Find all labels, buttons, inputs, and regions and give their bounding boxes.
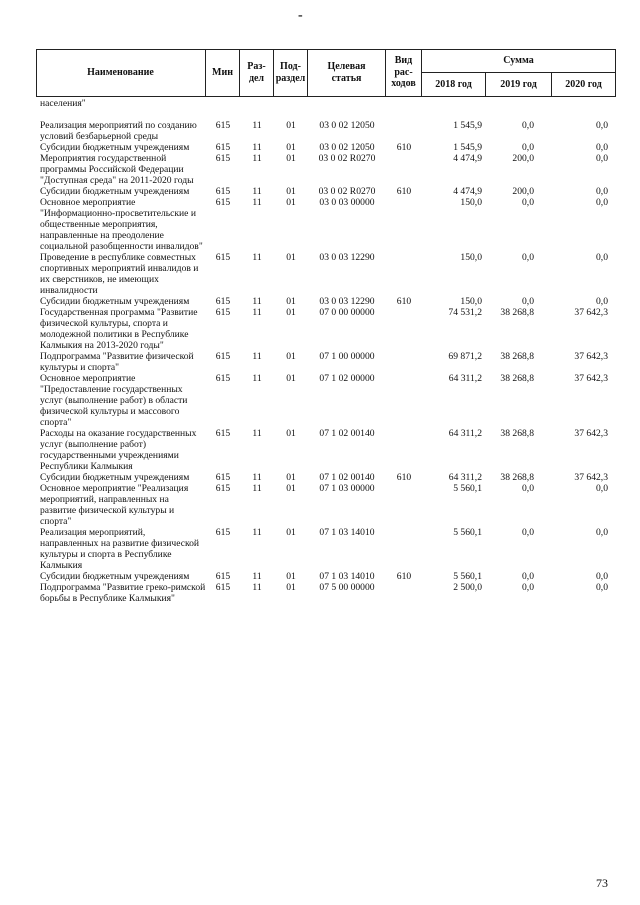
row-name: Мероприятия государственной программы Российской Федерации "Доступная среда" на 2011-2020 годы xyxy=(40,153,194,186)
row-min: 615 xyxy=(215,571,231,582)
row-celevaya-statya: 07 1 00 00000 xyxy=(319,351,375,362)
row-sum-2018: 2 500,0 xyxy=(453,582,482,593)
row-sum-2020: 0,0 xyxy=(596,120,608,131)
row-celevaya-statya: 07 1 02 00140 xyxy=(319,428,375,439)
row-sum-2020: 0,0 xyxy=(596,153,608,164)
row-sum-2020: 0,0 xyxy=(596,252,608,263)
row-podrazdel: 01 xyxy=(286,197,296,208)
row-razdel: 11 xyxy=(252,307,262,318)
row-podrazdel: 01 xyxy=(286,483,296,494)
row-min: 615 xyxy=(215,120,231,131)
row-sum-2019: 0,0 xyxy=(522,483,534,494)
row-sum-2019: 0,0 xyxy=(522,197,534,208)
row-podrazdel: 01 xyxy=(286,186,296,197)
row-celevaya-statya: 03 0 03 12290 xyxy=(319,296,375,307)
row-celevaya-statya: 07 1 03 14010 xyxy=(319,527,375,538)
row-sum-2019: 0,0 xyxy=(522,582,534,593)
row-name: Основное мероприятие "Информационно-просветительские и общественные мероприятия, направленные на преодоление социальной разобщенности инвалидов" xyxy=(40,197,203,252)
header-2018: 2018 год xyxy=(422,73,486,97)
header-razdel: Раз- дел xyxy=(240,49,274,97)
row-podrazdel: 01 xyxy=(286,307,296,318)
row-name: Реализация мероприятий, направленных на развитие физической культуры и спорта в Республике Калмыкия xyxy=(40,527,200,571)
row-sum-2019: 200,0 xyxy=(512,186,534,197)
row-vid-rashodov: 610 xyxy=(396,142,412,153)
row-sum-2020: 0,0 xyxy=(596,571,608,582)
table-row xyxy=(36,142,616,153)
row-min: 615 xyxy=(215,252,231,263)
row-celevaya-statya: 03 0 03 00000 xyxy=(319,197,375,208)
row-sum-2018: 64 311,2 xyxy=(448,472,482,483)
row-sum-2020: 0,0 xyxy=(596,142,608,153)
row-razdel: 11 xyxy=(252,252,262,263)
row-name: Расходы на оказание государственных услуг (выполнение работ) государственными учреждениями Республики Калмыкия xyxy=(40,428,197,472)
row-celevaya-statya: 07 1 02 00000 xyxy=(319,373,375,384)
row-sum-2019: 38 268,8 xyxy=(500,351,534,362)
row-sum-2018: 150,0 xyxy=(460,296,482,307)
row-sum-2018: 4 474,9 xyxy=(453,186,482,197)
row-sum-2020: 37 642,3 xyxy=(574,307,608,318)
row-podrazdel: 01 xyxy=(286,582,296,593)
header-name: Наименование xyxy=(36,49,206,97)
row-sum-2020: 0,0 xyxy=(596,582,608,593)
row-sum-2018: 5 560,1 xyxy=(453,527,482,538)
row-sum-2018: 4 474,9 xyxy=(453,153,482,164)
row-vid-rashodov: 610 xyxy=(396,472,412,483)
table-body xyxy=(36,98,616,604)
row-podrazdel: 01 xyxy=(286,472,296,483)
header-vid-rashodov: Вид рас- ходов xyxy=(386,49,422,97)
row-sum-2020: 0,0 xyxy=(596,186,608,197)
row-sum-2018: 5 560,1 xyxy=(453,571,482,582)
row-sum-2019: 0,0 xyxy=(522,527,534,538)
row-name: Подпрограмма "Развитие греко-римской борьбы в Республике Калмыкия" xyxy=(40,582,206,604)
header-celevaya-statya: Целевая статья xyxy=(308,49,386,97)
page-number: 73 xyxy=(596,876,608,890)
row-sum-2019: 200,0 xyxy=(512,153,534,164)
row-celevaya-statya: 03 0 02 R0270 xyxy=(318,153,376,164)
row-name: населения" xyxy=(40,98,86,109)
table-row xyxy=(36,120,616,142)
row-name: Подпрограмма "Развитие физической культуры и спорта" xyxy=(40,351,194,373)
row-celevaya-statya: 03 0 03 12290 xyxy=(319,252,375,263)
row-min: 615 xyxy=(215,351,231,362)
row-sum-2018: 64 311,2 xyxy=(448,373,482,384)
row-podrazdel: 01 xyxy=(286,142,296,153)
row-celevaya-statya: 03 0 02 12050 xyxy=(319,142,375,153)
row-razdel: 11 xyxy=(252,582,262,593)
row-min: 615 xyxy=(215,582,231,593)
row-sum-2019: 0,0 xyxy=(522,296,534,307)
row-min: 615 xyxy=(215,472,231,483)
row-razdel: 11 xyxy=(252,142,262,153)
row-name: Субсидии бюджетным учреждениям xyxy=(40,571,190,582)
row-celevaya-statya: 07 1 03 14010 xyxy=(319,571,375,582)
row-min: 615 xyxy=(215,186,231,197)
row-podrazdel: 01 xyxy=(286,153,296,164)
row-sum-2018: 64 311,2 xyxy=(448,428,482,439)
row-razdel: 11 xyxy=(252,197,262,208)
row-razdel: 11 xyxy=(252,571,262,582)
table-row xyxy=(36,252,616,296)
row-sum-2020: 37 642,3 xyxy=(574,428,608,439)
row-sum-2020: 0,0 xyxy=(596,527,608,538)
row-name: Субсидии бюджетным учреждениям xyxy=(40,296,190,307)
row-razdel: 11 xyxy=(252,373,262,384)
row-celevaya-statya: 07 0 00 00000 xyxy=(319,307,375,318)
table-row xyxy=(36,582,616,604)
row-sum-2019: 0,0 xyxy=(522,142,534,153)
row-vid-rashodov: 610 xyxy=(396,571,412,582)
row-sum-2020: 37 642,3 xyxy=(574,351,608,362)
row-razdel: 11 xyxy=(252,120,262,131)
row-razdel: 11 xyxy=(252,153,262,164)
row-celevaya-statya: 07 1 03 00000 xyxy=(319,483,375,494)
header-podrazdel: Под- раздел xyxy=(274,49,308,97)
table-row xyxy=(36,428,616,472)
row-vid-rashodov: 610 xyxy=(396,296,412,307)
row-sum-2019: 0,0 xyxy=(522,120,534,131)
header-summa: Сумма xyxy=(422,49,616,73)
row-razdel: 11 xyxy=(252,428,262,439)
row-sum-2018: 74 531,2 xyxy=(448,307,482,318)
row-sum-2019: 38 268,8 xyxy=(500,373,534,384)
table-row xyxy=(36,373,616,428)
row-podrazdel: 01 xyxy=(286,351,296,362)
row-celevaya-statya: 07 5 00 00000 xyxy=(319,582,375,593)
row-sum-2020: 0,0 xyxy=(596,197,608,208)
row-name: Основное мероприятие "Реализация мероприятий, направленных на развитие физической культуры и спорта" xyxy=(40,483,189,527)
header-2019: 2019 год xyxy=(486,73,552,97)
table-row xyxy=(36,153,616,186)
row-min: 615 xyxy=(215,527,231,538)
row-podrazdel: 01 xyxy=(286,571,296,582)
row-sum-2018: 1 545,9 xyxy=(453,120,482,131)
row-min: 615 xyxy=(215,373,231,384)
row-sum-2020: 0,0 xyxy=(596,296,608,307)
row-min: 615 xyxy=(215,307,231,318)
row-celevaya-statya: 03 0 02 R0270 xyxy=(318,186,376,197)
row-sum-2019: 0,0 xyxy=(522,252,534,263)
table-row xyxy=(36,571,616,582)
row-podrazdel: 01 xyxy=(286,252,296,263)
row-razdel: 11 xyxy=(252,527,262,538)
row-sum-2018: 150,0 xyxy=(460,197,482,208)
table-row xyxy=(36,483,616,527)
row-min: 615 xyxy=(215,428,231,439)
row-sum-2018: 5 560,1 xyxy=(453,483,482,494)
row-podrazdel: 01 xyxy=(286,120,296,131)
table-header xyxy=(36,49,616,97)
table-row xyxy=(36,527,616,571)
row-min: 615 xyxy=(215,296,231,307)
row-name: Проведение в республике совместных спортивных мероприятий инвалидов и их сверстников, не имеющих инвалидности xyxy=(40,252,199,296)
table-row xyxy=(36,197,616,252)
row-name: Основное мероприятие "Предоставление государственных услуг (выполнение работ) в области физической культуры и массового спорта" xyxy=(40,373,188,428)
table-row xyxy=(36,307,616,351)
row-sum-2018: 150,0 xyxy=(460,252,482,263)
table-row xyxy=(36,472,616,483)
row-name: Субсидии бюджетным учреждениям xyxy=(40,142,190,153)
top-mark: - xyxy=(298,8,303,23)
row-sum-2020: 0,0 xyxy=(596,483,608,494)
row-min: 615 xyxy=(215,142,231,153)
header-min: Мин xyxy=(206,49,240,97)
row-name: Реализация мероприятий по созданию условий безбарьерной среды xyxy=(40,120,197,142)
row-name: Субсидии бюджетным учреждениям xyxy=(40,186,190,197)
row-razdel: 11 xyxy=(252,472,262,483)
table-row xyxy=(36,296,616,307)
row-min: 615 xyxy=(215,197,231,208)
row-sum-2018: 69 871,2 xyxy=(448,351,482,362)
table-row xyxy=(36,186,616,197)
row-razdel: 11 xyxy=(252,351,262,362)
row-min: 615 xyxy=(215,483,231,494)
row-celevaya-statya: 03 0 02 12050 xyxy=(319,120,375,131)
row-celevaya-statya: 07 1 02 00140 xyxy=(319,472,375,483)
table-row xyxy=(36,98,616,109)
row-sum-2019: 38 268,8 xyxy=(500,428,534,439)
row-razdel: 11 xyxy=(252,296,262,307)
row-min: 615 xyxy=(215,153,231,164)
row-name: Субсидии бюджетным учреждениям xyxy=(40,472,190,483)
row-podrazdel: 01 xyxy=(286,527,296,538)
row-name: Государственная программа "Развитие физической культуры, спорта и молодежной политики в Республике Калмыкия на 2013-2020 годы" xyxy=(40,307,198,351)
row-sum-2019: 38 268,8 xyxy=(500,307,534,318)
row-sum-2019: 0,0 xyxy=(522,571,534,582)
row-sum-2018: 1 545,9 xyxy=(453,142,482,153)
row-podrazdel: 01 xyxy=(286,296,296,307)
row-sum-2019: 38 268,8 xyxy=(500,472,534,483)
row-vid-rashodov: 610 xyxy=(396,186,412,197)
header-2020: 2020 год xyxy=(552,73,616,97)
row-razdel: 11 xyxy=(252,186,262,197)
row-sum-2020: 37 642,3 xyxy=(574,373,608,384)
table-row xyxy=(36,351,616,373)
row-razdel: 11 xyxy=(252,483,262,494)
row-sum-2020: 37 642,3 xyxy=(574,472,608,483)
row-podrazdel: 01 xyxy=(286,373,296,384)
row-podrazdel: 01 xyxy=(286,428,296,439)
